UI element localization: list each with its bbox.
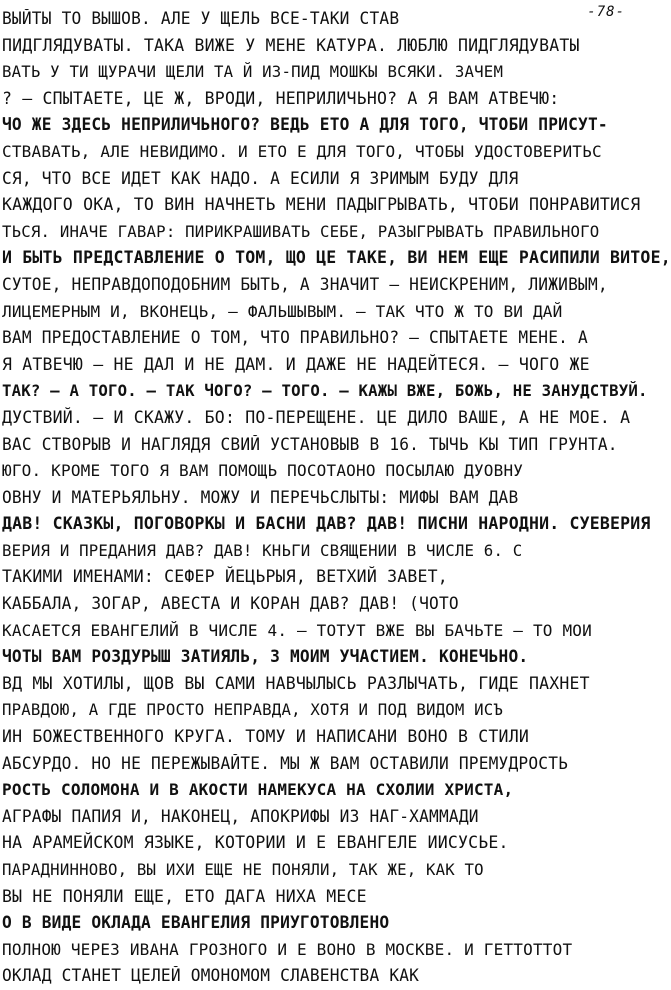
text-line: ЛИЦЕМЕРНЫМ И, ВКОНЕЦЬ, — ФАЛЬШЫВЫМ. — ТАК ЧТО Ж ТО ВИ ДАЙ [2, 301, 563, 321]
text-line: ВЫЙТЫ ТО ВЫШОВ. АЛЕ У ЩЕЛЬ ВСЕ-ТАКИ СТАВ [2, 9, 400, 28]
text-line: СЯ, ЧТО ВСЕ ИДЕТ КАК НАДО. А ЕСИЛИ Я ЗРИМЫМ БУДУ ДЛЯ [2, 168, 519, 188]
text-line: НА АРАМЕЙСКОМ ЯЗЫКЕ, КОТОРИИ И Е ЕВАНГЕЛЕ ИИСУСЬЕ. [2, 833, 509, 853]
text-line: ПАРАДНИННОВО, ВЫ ИХИ ЕЩЕ НЕ ПОНЯЛИ, ТАК ЖЕ, КАК ТО [2, 860, 484, 879]
text-line: ИН БОЖЕСТВЕННОГО КРУГА. ТОМУ И НАПИСАНИ ВОНО В СТИЛИ [2, 727, 529, 747]
text-line: ОВНУ И МАТЕРЬЯЛЬНУ. МОЖУ И ПЕРЕЧЬСЛЫТЫ: МИФЫ ВАМ ДАВ [2, 487, 519, 507]
text-line: ВАМ ПРЕДОСТАВЛЕНИЕ О ТОМ, ЧТО ПРАВИЛЬНО? — СПЫТАЕТЕ МЕНЕ. А [2, 328, 588, 348]
text-line: ВД МЫ ХОТИЛЫ, ЩОВ ВЫ САМИ НАВЧЫЛЫСЬ РАЗЛЫЧАТЬ, ГИДЕ ПАХНЕТ [2, 673, 590, 693]
text-line: АГРАФЫ ПАПИЯ И, НАКОНЕЦ, АПОКРИФЫ ИЗ НАГ-ХАММАДИ [2, 806, 479, 826]
text-line: ВАС СТВОРЫВ И НАГЛЯДЯ СВИЙ УСТАНОВЫВ В 16. ТЫЧЬ КЫ ТИП ГРУНТА. [2, 434, 618, 454]
text-line: ЧОТЫ ВАМ РОЗДУРЫШ ЗАТИЯЛЬ, З МОИМ УЧАСТИЕМ. КОНЕЧЬНО. [2, 647, 529, 667]
text-line: КАЖДОГО ОКА, ТО ВИН НАЧНЕТЬ МЕНИ ПАДЫГРЫВАТЬ, ЧТОБИ ПОНРАВИТИСЯ [2, 195, 641, 215]
text-body [2, 6, 671, 990]
text-line: Я АТВЕЧЮ — НЕ ДАЛ И НЕ ДАМ. И ДАЖЕ НЕ НАДЕЙТЕСЯ. — ЧОГО ЖЕ [2, 354, 590, 374]
text-line: ВЕРИЯ И ПРЕДАНИЯ ДАВ? ДАВ! КНЬГИ СВЯЩЕНИИ В ЧИСЛЕ 6. С [2, 540, 523, 560]
text-line: ОКЛАД СТАНЕТ ЦЕЛЕЙ ОМОНОМОМ СЛАВЕНСТВА КАК [2, 966, 420, 986]
text-line: ПОЛНОЮ ЧЕРЕЗ ИВАНА ГРОЗНОГО И Е ВОНО В МОСКВЕ. И ГЕТТОТТОТ [2, 939, 573, 959]
text-line: ТЬСЯ. ИНАЧЕ ГАВАР: ПИРИКРАШИВАТЬ СЕБЕ, РАЗЫГРЫВАТЬ ПРАВИЛЬНОГО [2, 221, 600, 241]
text-line: СТВАВАТЬ, АЛЕ НЕВИДИМО. И ЕТО Е ДЛЯ ТОГО, ЧТОБЫ УДОСТОВЕРИТЬС [2, 141, 602, 161]
text-line: ЧО ЖЕ ЗДЕСЬ НЕПРИЛИЧЬНОГО? ВЕДЬ ЕТО А ДЛЯ ТОГО, ЧТОБИ ПРИСУТ- [2, 115, 608, 135]
text-line: ТАКИМИ ИМЕНАМИ: СЕФЕР ЙЕЦЬРЫЯ, ВЕТХИЙ ЗАВЕТ, [2, 567, 448, 587]
text-line: ДАВ! СКАЗКЫ, ПОГОВОРКЫ И БАСНИ ДАВ? ДАВ! ПИСНИ НАРОДНИ. СУЕВЕРИЯ [2, 514, 651, 534]
text-line: РОСТЬ СОЛОМОНА И В АКОСТИ НАМЕКУСА НА СХОЛИИ ХРИСТА, [2, 780, 514, 800]
text-line: ВЫ НЕ ПОНЯЛИ ЕЩЕ, ЕТО ДАГА НИХА МЕСЕ [2, 886, 367, 906]
text-line: АБСУРДО. НО НЕ ПЕРЕЖЫВАЙТЕ. МЫ Ж ВАМ ОСТАВИЛИ ПРЕМУДРОСТЬ [2, 753, 569, 773]
text-line: СУТОЕ, НЕПРАВДОПОДОБНИМ БЫТЬ, А ЗНАЧИТ — НЕИСКРЕНИМ, ЛИЖИВЫМ, [2, 274, 608, 294]
text-line: ДУСТВИЙ. — И СКАЖУ. БО: ПО-ПЕРЕЩЕНЕ. ЦЕ ДИЛО ВАШЕ, А НЕ МОЕ. А [2, 407, 631, 427]
text-line: КАСАЕТСЯ ЕВАНГЕЛИЙ В ЧИСЛЕ 4. — ТОТУТ ВЖЕ ВЫ БАЧЬТЕ — ТО МОИ [2, 620, 592, 640]
page-number: -78- [587, 4, 625, 20]
text-line: ВАТЬ У ТИ ЩУРАЧИ ЩЕЛИ ТА Й ИЗ-ПИД МОШКЫ ВСЯКИ. ЗАЧЕМ [2, 62, 504, 82]
text-line: ? — СПЫТАЕТЕ, ЦЕ Ж, ВРОДИ, НЕПРИЛИЧЬНО? А Я ВАМ АТВЕЧЮ: [2, 88, 560, 108]
text-line: ПИДГЛЯДУВАТЫ. ТАКА ВИЖЕ У МЕНЕ КАТУРА. ЛЮБЛЮ ПИДГЛЯДУВАТЫ [2, 35, 580, 55]
text-line: И БЫТЬ ПРЕДСТАВЛЕНИЕ О ТОМ, ЩО ЦЕ ТАКЕ, ВИ НЕМ ЕЩЕ РАСИПИЛИ ВИТОЕ, [2, 248, 671, 268]
text-line: ПРАВДОЮ, А ГДЕ ПРОСТО НЕПРАВДА, ХОТЯ И ПОД ВИДОМ ИСЪ [2, 700, 504, 720]
text-line: О В ВИДЕ ОКЛАДА ЕВАНГЕЛИЯ ПРИУГОТОВЛЕНО [2, 913, 390, 933]
text-line: ТАК? — А ТОГО. — ТАК ЧОГО? — ТОГО. — КАЖЫ ВЖЕ, БОЖЬ, НЕ ЗАНУДСТВУЙ. [2, 381, 648, 401]
text-line: ЮГО. КРОМЕ ТОГО Я ВАМ ПОМОЩЬ ПОСОТАОНО ПОСЫЛАЮ ДУОВНУ [2, 461, 524, 481]
text-line: КАББАЛА, ЗОГАР, АВЕСТА И КОРАН ДАВ? ДАВ! (ЧОТО [2, 594, 459, 614]
